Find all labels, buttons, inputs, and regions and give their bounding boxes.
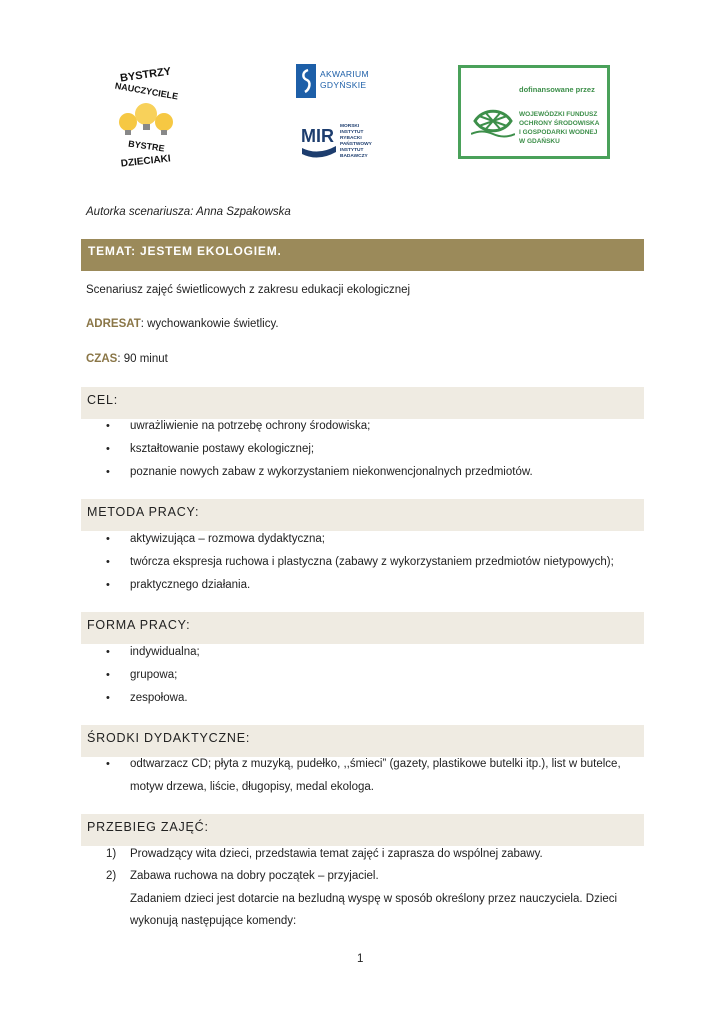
section-heading-forma: FORMA PRACY:	[81, 612, 644, 644]
list-item: grupowa;	[130, 669, 178, 681]
akwarium-text: AKWARIUM GDYŃSKIE	[320, 69, 369, 90]
numbered-item-continuation: wykonują następujące komendy:	[130, 915, 297, 927]
list-item: kształtowanie postawy ekologicznej;	[130, 443, 315, 455]
mir-abbr: MIR	[301, 126, 334, 146]
page-number: 1	[357, 953, 364, 965]
list-item: indywidualna;	[130, 646, 200, 658]
list-item: poznanie nowych zabaw z wykorzystaniem niekonwencjonalnych przedmiotów.	[130, 466, 533, 478]
list-number: 2)	[106, 870, 117, 882]
wfosigw-fish-icon	[471, 104, 515, 138]
bullet-icon: •	[106, 443, 110, 455]
adresat-label: ADRESAT	[86, 318, 141, 330]
list-item: zespołowa.	[130, 692, 188, 704]
author-line: Autorka scenariusza: Anna Szpakowska	[86, 206, 291, 218]
section-heading-metoda: METODA PRACY:	[81, 499, 644, 531]
title-banner: TEMAT: JESTEM EKOLOGIEM.	[81, 239, 644, 271]
section-heading-srodki: ŚRODKI DYDAKTYCZNE:	[81, 725, 644, 757]
bullet-icon: •	[106, 579, 110, 591]
bullet-icon: •	[106, 758, 110, 770]
list-item: uwrażliwienie na potrzebę ochrony środowiska;	[130, 420, 371, 432]
adresat-line	[86, 318, 279, 330]
list-number: 1)	[106, 848, 117, 860]
bullet-icon: •	[106, 692, 110, 704]
numbered-item: Prowadzący wita dzieci, przedstawia temat zajęć i zaprasza do wspólnej zabawy.	[130, 848, 543, 860]
section-heading-przebieg: PRZEBIEG ZAJĘĆ:	[81, 814, 644, 846]
czas-line	[86, 353, 168, 365]
logo-line-2: NAUCZYCIELE	[114, 80, 179, 102]
wfosigw-logo	[458, 65, 610, 159]
wfosigw-heading: dofinansowane przez	[519, 85, 595, 94]
mir-text: MORSKI INSTYTUT RYBACKI PAŃSTWOWY INSTYTUT BADAWCZY	[340, 124, 372, 159]
list-item-continuation: motyw drzewa, liście, długopisy, medal ekologa.	[130, 781, 374, 793]
logo-line-4: DZIECIAKI	[120, 153, 172, 170]
mir-logo	[300, 122, 380, 164]
adresat-value: : wychowankowie świetlicy.	[140, 318, 279, 330]
section-heading-cel: CEL:	[81, 387, 644, 419]
bullet-icon: •	[106, 466, 110, 478]
bullet-icon: •	[106, 533, 110, 545]
czas-label: CZAS	[86, 353, 118, 365]
bullet-icon: •	[106, 420, 110, 432]
list-item: aktywizująca – rozmowa dydaktyczna;	[130, 533, 325, 545]
wfosigw-name: WOJEWÓDZKI FUNDUSZ OCHRONY ŚRODOWISKA I GOSPODARKI WODNEJ W GDAŃSKU	[519, 111, 600, 145]
bystrzy-nauczyciele-logo	[106, 64, 186, 174]
numbered-item: Zabawa ruchowa na dobry początek – przyjaciel.	[130, 870, 379, 882]
list-item: praktycznego działania.	[130, 579, 251, 591]
list-item: odtwarzacz CD; płyta z muzyką, pudełko, ,,śmieci” (gazety, plastikowe butelki itp.), list w butelce,	[130, 758, 621, 770]
intro-text: Scenariusz zajęć świetlicowych z zakresu edukacji ekologicznej	[86, 284, 411, 296]
bullet-icon: •	[106, 646, 110, 658]
bullet-icon: •	[106, 669, 110, 681]
logo-line-3: BYSTRE	[127, 138, 166, 154]
czas-value: : 90 minut	[117, 353, 168, 365]
list-item: twórcza ekspresja ruchowa i plastyczna (zabawy z wykorzystaniem przedmiotów nietypowych);	[130, 556, 614, 568]
bullet-icon: •	[106, 556, 110, 568]
logo-line-1: BYSTRZY	[119, 65, 172, 85]
akwarium-gdynskie-logo	[296, 64, 386, 100]
numbered-item-continuation: Zadaniem dzieci jest dotarcie na bezludną wyspę w sposób określony przez nauczyciela. Dzieci	[130, 893, 618, 905]
